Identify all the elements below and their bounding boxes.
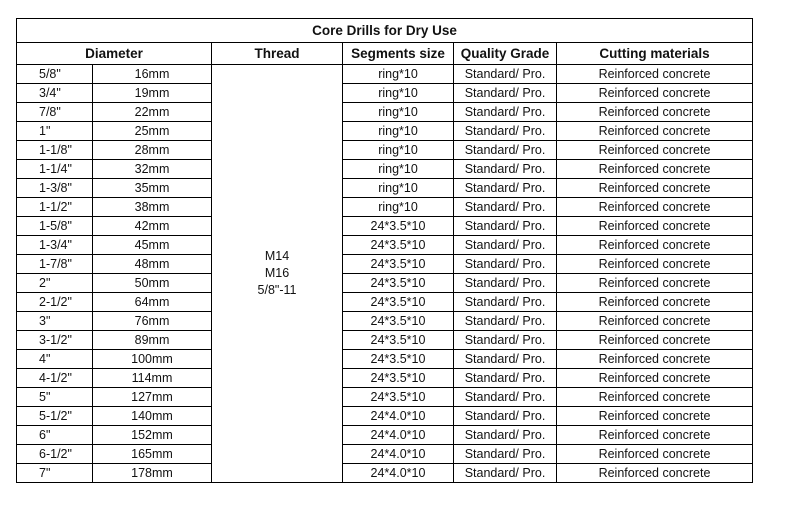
table-row [17,65,753,84]
quality-grade-cell: Standard/ Pro. [454,274,557,293]
table-row [17,122,753,141]
quality-grade-cell: Standard/ Pro. [454,84,557,103]
diameter-mm-cell: 22mm [93,103,212,122]
diameter-inch-cell: 1-7/8" [17,255,93,274]
table-row [17,407,753,426]
diameter-inch-cell: 1" [17,122,93,141]
diameter-inch-cell: 3-1/2" [17,331,93,350]
segment-size-cell: ring*10 [343,84,454,103]
diameter-inch-cell: 5" [17,388,93,407]
cutting-material-cell: Reinforced concrete [557,103,753,122]
cutting-material-cell: Reinforced concrete [557,407,753,426]
table-row [17,236,753,255]
spec-table [16,18,753,483]
diameter-mm-cell: 165mm [93,445,212,464]
segment-size-cell: 24*3.5*10 [343,217,454,236]
cutting-material-cell: Reinforced concrete [557,198,753,217]
diameter-inch-cell: 7/8" [17,103,93,122]
diameter-mm-cell: 140mm [93,407,212,426]
quality-grade-cell: Standard/ Pro. [454,103,557,122]
diameter-inch-cell: 5-1/2" [17,407,93,426]
diameter-inch-cell: 1-3/8" [17,179,93,198]
diameter-mm-cell: 45mm [93,236,212,255]
cutting-material-cell: Reinforced concrete [557,350,753,369]
diameter-inch-cell: 1-1/2" [17,198,93,217]
quality-grade-cell: Standard/ Pro. [454,350,557,369]
quality-grade-cell: Standard/ Pro. [454,198,557,217]
header-diameter: Diameter [17,43,212,65]
segment-size-cell: 24*3.5*10 [343,331,454,350]
table-row [17,369,753,388]
segment-size-cell: ring*10 [343,141,454,160]
quality-grade-cell: Standard/ Pro. [454,312,557,331]
table-row [17,179,753,198]
cutting-material-cell: Reinforced concrete [557,312,753,331]
segment-size-cell: 24*4.0*10 [343,445,454,464]
quality-grade-cell: Standard/ Pro. [454,255,557,274]
cutting-material-cell: Reinforced concrete [557,141,753,160]
thread-cell [212,65,343,483]
cutting-material-cell: Reinforced concrete [557,464,753,483]
header-thread: Thread [212,43,343,65]
diameter-inch-cell: 6" [17,426,93,445]
table-title: Core Drills for Dry Use [17,19,753,43]
cutting-material-cell: Reinforced concrete [557,122,753,141]
table-row [17,198,753,217]
segment-size-cell: 24*3.5*10 [343,369,454,388]
table-row [17,445,753,464]
table-row [17,103,753,122]
diameter-mm-cell: 35mm [93,179,212,198]
table-row [17,293,753,312]
quality-grade-cell: Standard/ Pro. [454,369,557,388]
segment-size-cell: 24*3.5*10 [343,293,454,312]
table-row [17,255,753,274]
segment-size-cell: ring*10 [343,179,454,198]
quality-grade-cell: Standard/ Pro. [454,293,557,312]
quality-grade-cell: Standard/ Pro. [454,160,557,179]
cutting-material-cell: Reinforced concrete [557,426,753,445]
table-row [17,464,753,483]
cutting-material-cell: Reinforced concrete [557,217,753,236]
diameter-inch-cell: 4" [17,350,93,369]
segment-size-cell: 24*3.5*10 [343,236,454,255]
diameter-mm-cell: 89mm [93,331,212,350]
diameter-mm-cell: 76mm [93,312,212,331]
diameter-inch-cell: 1-1/8" [17,141,93,160]
segment-size-cell: 24*3.5*10 [343,388,454,407]
cutting-material-cell: Reinforced concrete [557,331,753,350]
quality-grade-cell: Standard/ Pro. [454,407,557,426]
diameter-inch-cell: 2-1/2" [17,293,93,312]
cutting-material-cell: Reinforced concrete [557,293,753,312]
diameter-mm-cell: 64mm [93,293,212,312]
diameter-mm-cell: 25mm [93,122,212,141]
diameter-mm-cell: 114mm [93,369,212,388]
quality-grade-cell: Standard/ Pro. [454,217,557,236]
header-cutting-materials: Cutting materials [557,43,753,65]
quality-grade-cell: Standard/ Pro. [454,388,557,407]
cutting-material-cell: Reinforced concrete [557,160,753,179]
cutting-material-cell: Reinforced concrete [557,65,753,84]
cutting-material-cell: Reinforced concrete [557,274,753,293]
header-quality-grade: Quality Grade [454,43,557,65]
cutting-material-cell: Reinforced concrete [557,388,753,407]
diameter-inch-cell: 1-3/4" [17,236,93,255]
table-row [17,141,753,160]
table-row [17,217,753,236]
diameter-mm-cell: 178mm [93,464,212,483]
diameter-mm-cell: 28mm [93,141,212,160]
segment-size-cell: 24*4.0*10 [343,407,454,426]
diameter-mm-cell: 42mm [93,217,212,236]
table-row [17,350,753,369]
diameter-mm-cell: 38mm [93,198,212,217]
segment-size-cell: ring*10 [343,65,454,84]
thread-value: 5/8"-11 [257,283,297,297]
cutting-material-cell: Reinforced concrete [557,445,753,464]
segment-size-cell: 24*3.5*10 [343,255,454,274]
table-row [17,160,753,179]
segment-size-cell: 24*4.0*10 [343,426,454,445]
segment-size-cell: ring*10 [343,198,454,217]
table-row [17,331,753,350]
cutting-material-cell: Reinforced concrete [557,236,753,255]
thread-value: M14 [264,249,290,263]
header-segments-size: Segments size [343,43,454,65]
diameter-mm-cell: 16mm [93,65,212,84]
segment-size-cell: 24*3.5*10 [343,350,454,369]
quality-grade-cell: Standard/ Pro. [454,236,557,255]
cutting-material-cell: Reinforced concrete [557,84,753,103]
diameter-inch-cell: 3/4" [17,84,93,103]
table-body [17,65,753,483]
table-row [17,312,753,331]
diameter-inch-cell: 7" [17,464,93,483]
quality-grade-cell: Standard/ Pro. [454,179,557,198]
diameter-inch-cell: 2" [17,274,93,293]
segment-size-cell: ring*10 [343,122,454,141]
diameter-mm-cell: 100mm [93,350,212,369]
table-row [17,84,753,103]
segment-size-cell: 24*4.0*10 [343,464,454,483]
diameter-mm-cell: 127mm [93,388,212,407]
segment-size-cell: 24*3.5*10 [343,312,454,331]
quality-grade-cell: Standard/ Pro. [454,464,557,483]
table-row [17,426,753,445]
diameter-inch-cell: 3" [17,312,93,331]
diameter-mm-cell: 32mm [93,160,212,179]
cutting-material-cell: Reinforced concrete [557,179,753,198]
quality-grade-cell: Standard/ Pro. [454,122,557,141]
diameter-inch-cell: 4-1/2" [17,369,93,388]
quality-grade-cell: Standard/ Pro. [454,426,557,445]
diameter-mm-cell: 50mm [93,274,212,293]
diameter-mm-cell: 152mm [93,426,212,445]
quality-grade-cell: Standard/ Pro. [454,141,557,160]
segment-size-cell: 24*3.5*10 [343,274,454,293]
diameter-inch-cell: 1-1/4" [17,160,93,179]
table-row [17,388,753,407]
thread-value: M16 [264,266,290,280]
cutting-material-cell: Reinforced concrete [557,369,753,388]
quality-grade-cell: Standard/ Pro. [454,331,557,350]
cutting-material-cell: Reinforced concrete [557,255,753,274]
segment-size-cell: ring*10 [343,160,454,179]
diameter-inch-cell: 6-1/2" [17,445,93,464]
diameter-inch-cell: 5/8" [17,65,93,84]
table-row [17,274,753,293]
diameter-mm-cell: 48mm [93,255,212,274]
quality-grade-cell: Standard/ Pro. [454,445,557,464]
diameter-mm-cell: 19mm [93,84,212,103]
segment-size-cell: ring*10 [343,103,454,122]
quality-grade-cell: Standard/ Pro. [454,65,557,84]
diameter-inch-cell: 1-5/8" [17,217,93,236]
